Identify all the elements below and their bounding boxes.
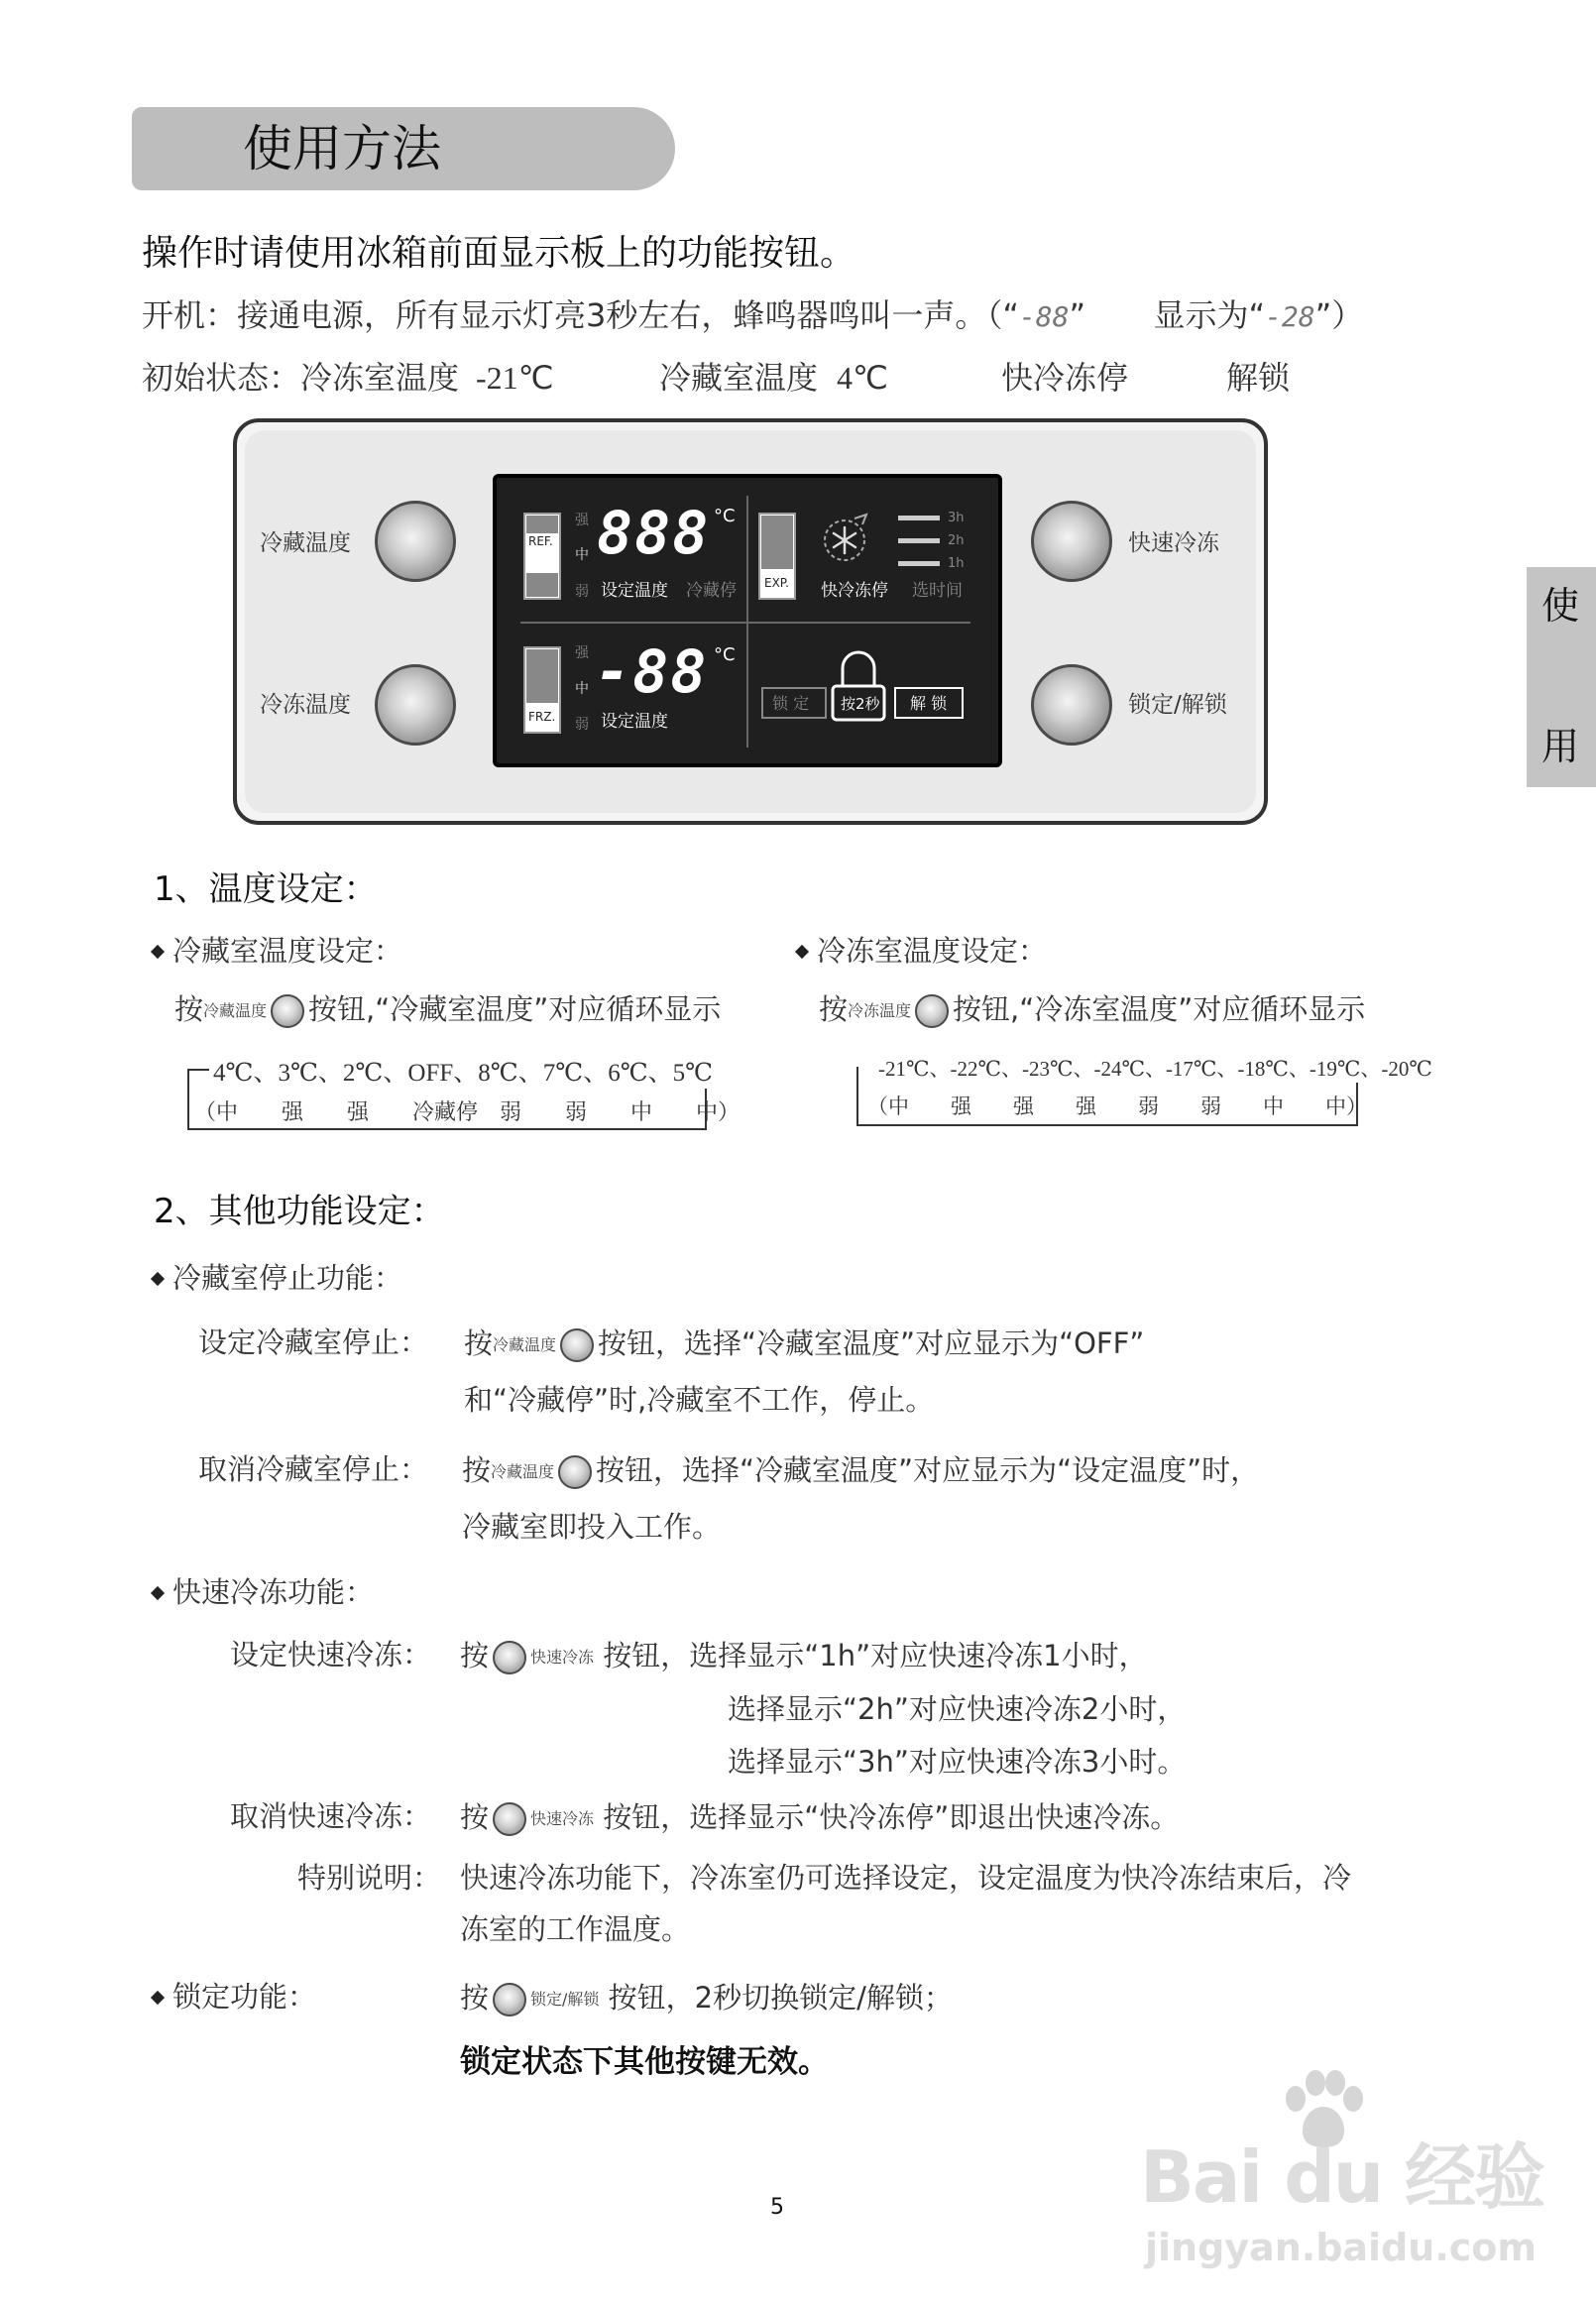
quick-note-line-1: 快速冷冻功能下，冷冻室仍可选择设定，设定温度为快冷冻结束后，冷: [460, 1861, 1352, 1895]
section-1-right-desc: [819, 994, 1365, 1028]
ref-strong: 强: [575, 513, 589, 528]
quick-set-line-2: 选择显示“2h”对应快速冷冻2小时，: [728, 1692, 1187, 1726]
lock-heading-text: 锁定功能：: [172, 1980, 317, 2014]
ref-stop-heading: [149, 1261, 403, 1295]
ref-stop-cancel-line-1: [462, 1455, 1259, 1489]
section-1-right-heading: [793, 934, 1048, 968]
quick-set-label: 设定快速冷冻：: [230, 1638, 432, 1671]
intro-line-2-b: ”: [1069, 296, 1086, 334]
quick-set-line-1: [460, 1641, 1148, 1674]
inline-btn-label: 锁定/解锁: [530, 1990, 600, 2009]
bullet-diamond: [151, 1991, 165, 2005]
press-word: 按: [819, 992, 849, 1026]
press-word: 按: [464, 1326, 494, 1360]
quick-set-line-3: 选择显示“3h”对应快速冷冻3小时。: [728, 1745, 1187, 1779]
press-word: 按: [460, 1800, 490, 1834]
bullet-diamond: [151, 1586, 165, 1600]
frz-digits: -88: [595, 637, 709, 707]
ref-weak: 弱: [575, 584, 589, 600]
quick-heading-text: 快速冷冻功能：: [172, 1575, 375, 1609]
frz-temp-button[interactable]: [375, 664, 456, 746]
snowflake-icon: [815, 511, 874, 566]
unlock-label: 解 锁: [910, 694, 948, 713]
lock-bold-note: 锁定状态下其他按键无效。: [460, 2044, 829, 2080]
exp-indicator-bar: [761, 516, 793, 569]
inline-ref-temp-button: [560, 1328, 594, 1362]
ref-cycle-arrow: [187, 1069, 209, 1071]
press-word: 按: [462, 1453, 492, 1487]
section-1-title: 1、温度设定：: [154, 869, 378, 909]
time-bar-3h: [898, 516, 940, 520]
ref-digits: 888: [597, 499, 711, 568]
lock-unlock-button[interactable]: [1031, 664, 1112, 746]
ref-stop-heading-text: 冷藏室停止功能：: [172, 1261, 403, 1295]
btn-label-quick-freeze: 快速冷冻: [1128, 530, 1219, 556]
frz-label: FRZ.: [528, 710, 556, 724]
page-number: 5: [770, 2195, 784, 2220]
inline-btn-label: 冷藏温度: [491, 1462, 555, 1481]
time-bar-2h: [898, 538, 940, 543]
ref-stop-set-line-1: [464, 1328, 1144, 1362]
inline-btn-label: 冷藏温度: [493, 1335, 557, 1354]
display-h-divider: [520, 622, 970, 624]
ref-cycle-levels: （中 强 强 冷藏停 弱 弱 中 中）: [194, 1100, 741, 1125]
inline-ref-temp-button: [558, 1455, 592, 1489]
intro-line-2-c: 显示为“: [1153, 296, 1266, 334]
section-1-left-desc: [174, 994, 721, 1028]
ref-stop-set-text-1: 按钮，选择“冷藏室温度”对应显示为“OFF”: [598, 1326, 1145, 1360]
quick-note-line-2: 冻室的工作温度。: [460, 1912, 691, 1946]
frz-set-temp: 设定温度: [601, 712, 668, 732]
inline-btn-label: 冷冻温度: [848, 1001, 912, 1020]
intro-initial-quick: 快冷冻停: [1001, 359, 1129, 397]
section-1-left-heading: [149, 934, 403, 968]
intro-initial-frz-temp: -21℃: [476, 360, 554, 396]
time-label-2h: 2h: [948, 533, 965, 548]
inline-btn-label: 冷藏温度: [203, 1001, 268, 1020]
intro-line-2-d: ”）: [1314, 296, 1364, 334]
section-2-title: 2、其他功能设定：: [154, 1192, 445, 1231]
watermark-logo: Bai du 经验: [1140, 2135, 1544, 2219]
ref-indicator-bar-2: [526, 573, 558, 597]
press-word: 按: [460, 1639, 490, 1672]
frz-cycle-levels: （中 强 强 强 弱 弱 中 中）: [867, 1094, 1367, 1118]
quick-cancel-label: 取消快速冷冻：: [230, 1799, 432, 1833]
intro-line-3-label: 初始状态：冷冻室温度: [142, 359, 460, 397]
lock-line: [460, 1983, 953, 2016]
side-tab-char-1: 使: [1541, 584, 1580, 628]
ref-temp-button[interactable]: [375, 501, 456, 582]
btn-label-lock: 锁定/解锁: [1128, 692, 1227, 718]
intro-line-3-label-2: 冷藏室温度: [659, 359, 819, 397]
press-word: 按: [460, 1981, 490, 2015]
intro-line-2: [142, 296, 1364, 334]
time-bar-1h: [898, 561, 940, 566]
padlock-icon: [829, 646, 888, 726]
lock-heading: [149, 1980, 317, 2014]
frz-weak: 弱: [575, 717, 589, 733]
ref-cycle-sequence: 4℃、3℃、2℃、OFF、8℃、7℃、6℃、5℃: [209, 1053, 717, 1089]
inline-btn-label: 快速冷冻: [530, 1648, 595, 1667]
ref-stop-cancel-label: 取消冷藏室停止：: [198, 1452, 429, 1486]
quick-stop-label: 快冷冻停: [821, 581, 888, 601]
quick-note-label: 特别说明：: [297, 1861, 442, 1895]
quick-cancel-line: [460, 1802, 1179, 1836]
inline-frz-temp-button: [915, 994, 949, 1028]
ref-indicator-bar: [526, 516, 558, 533]
frz-indicator-bar: [526, 649, 558, 703]
lock-text: 按钮，2秒切换锁定/解锁；: [608, 1981, 953, 2015]
inline-ref-temp-button: [271, 994, 304, 1028]
press-word: 按: [174, 992, 204, 1026]
time-label-3h: 3h: [948, 511, 965, 525]
inline-quick-freeze-button: [493, 1802, 526, 1836]
intro-initial-lock: 解锁: [1226, 359, 1291, 397]
ref-label: REF.: [528, 534, 553, 548]
lock-label: 锁 定: [772, 694, 810, 713]
bullet-diamond: [151, 945, 165, 959]
quick-freeze-button[interactable]: [1031, 501, 1112, 582]
quick-heading: [149, 1575, 375, 1609]
frz-setting-heading: 冷冻室温度设定：: [817, 934, 1048, 968]
quick-set-text-1: 按钮，选择显示“1h”对应快速冷冻1小时，: [603, 1639, 1148, 1672]
frz-degree: °C: [714, 644, 736, 665]
ref-stop-set-label: 设定冷藏室停止：: [198, 1325, 429, 1359]
ref-stop-set-line-2: 和“冷藏停”时,冷藏室不工作，停止。: [464, 1383, 935, 1417]
seg-display-2: -28: [1265, 300, 1315, 333]
ref-cycle-desc: 按钮,“冷藏室温度”对应循环显示: [308, 992, 722, 1026]
frz-cycle-sequence: -21℃、-22℃、-23℃、-24℃、-17℃、-18℃、-19℃、-20℃: [874, 1053, 1436, 1083]
ref-medium: 中: [575, 547, 589, 563]
select-time-label: 选时间: [912, 581, 963, 601]
frz-strong: 强: [575, 645, 589, 661]
intro-line-2-a: 开机：接通电源，所有显示灯亮3秒左右，蜂鸣器鸣叫一声。（“: [142, 296, 1019, 334]
time-label-1h: 1h: [948, 556, 965, 571]
page-title: 使用方法: [243, 120, 441, 177]
side-tab-char-2: 用: [1541, 725, 1580, 768]
seg-display-1: -88: [1018, 300, 1070, 333]
ref-setting-heading: 冷藏室温度设定：: [172, 934, 403, 968]
ref-stop-cancel-text-1: 按钮，选择“冷藏室温度”对应显示为“设定温度”时，: [596, 1453, 1260, 1487]
ref-set-temp: 设定温度: [601, 581, 668, 601]
ref-degree: °C: [714, 506, 736, 526]
press-2s-label: 按2秒: [841, 695, 880, 713]
frz-medium: 中: [575, 681, 589, 697]
ref-stop: 冷藏停: [686, 581, 737, 601]
inline-quick-freeze-button: [493, 1641, 526, 1674]
watermark-url: jingyan.baidu.com: [1145, 2226, 1537, 2269]
intro-line-1: 操作时请使用冰箱前面显示板上的功能按钮。: [142, 233, 856, 274]
display-v-divider: [746, 496, 748, 748]
btn-label-ref-temp: 冷藏温度: [260, 530, 351, 556]
quick-cancel-text: 按钮，选择显示“快冷冻停”即退出快速冷冻。: [603, 1800, 1180, 1834]
frz-cycle-desc: 按钮,“冷冻室温度”对应循环显示: [953, 992, 1366, 1026]
bullet-diamond: [795, 945, 809, 959]
exp-label: EXP.: [764, 576, 789, 590]
inline-lock-button: [493, 1983, 526, 2016]
intro-initial-ref-temp: 4℃: [837, 360, 888, 396]
ref-stop-cancel-line-2: 冷藏室即投入工作。: [462, 1510, 722, 1544]
bullet-diamond: [151, 1272, 165, 1286]
btn-label-frz-temp: 冷冻温度: [260, 692, 351, 718]
inline-btn-label: 快速冷冻: [530, 1809, 595, 1828]
